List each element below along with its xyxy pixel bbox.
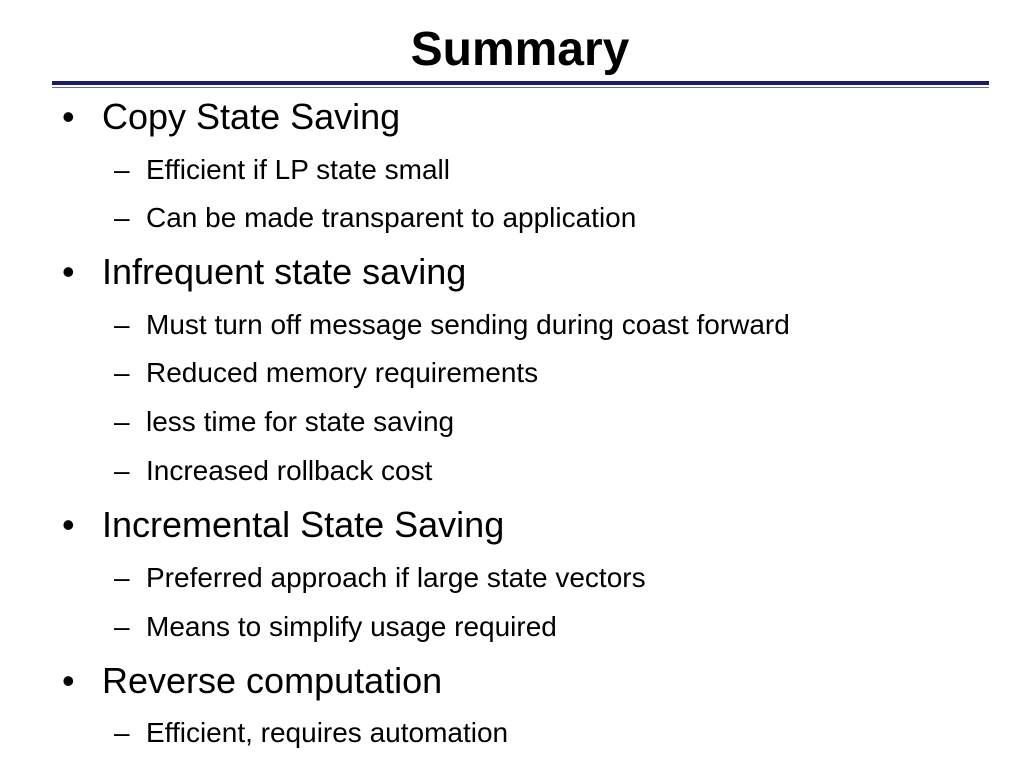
sub-bullet-item	[114, 716, 508, 750]
dash-icon: –	[114, 717, 130, 748]
sub-bullet-text: Means to simplify usage required	[146, 611, 557, 642]
sub-bullet-item	[114, 561, 646, 595]
dash-icon: –	[114, 562, 130, 593]
sub-bullet-item	[114, 610, 557, 644]
sub-bullet-item	[114, 405, 454, 439]
bullet-icon: •	[62, 96, 75, 137]
bullet-text: Infrequent state saving	[102, 251, 467, 292]
sub-bullet-item	[114, 356, 538, 390]
dash-icon: –	[114, 406, 130, 437]
bullet-item	[62, 505, 504, 545]
sub-bullet-text: Reduced memory requirements	[146, 357, 539, 388]
sub-bullet-item	[114, 201, 636, 235]
bullet-icon: •	[62, 251, 75, 292]
bullet-item	[62, 661, 442, 701]
title-divider-thin	[52, 87, 989, 88]
dash-icon: –	[114, 202, 130, 233]
sub-bullet-text: Efficient, requires automation	[146, 717, 509, 748]
dash-icon: –	[114, 154, 130, 185]
sub-bullet-item	[114, 454, 432, 488]
bullet-text: Incremental State Saving	[102, 504, 505, 545]
bullet-text: Reverse computation	[102, 660, 443, 701]
sub-bullet-text: Must turn off message sending during coast forward	[146, 309, 790, 340]
bullet-item	[62, 252, 466, 292]
dash-icon: –	[114, 309, 130, 340]
bullet-icon: •	[62, 504, 75, 545]
dash-icon: –	[114, 455, 130, 486]
sub-bullet-text: Preferred approach if large state vectors	[146, 562, 646, 593]
dash-icon: –	[114, 357, 130, 388]
sub-bullet-text: less time for state saving	[146, 406, 455, 437]
sub-bullet-item	[114, 153, 450, 187]
title-divider-thick	[52, 81, 989, 85]
bullet-item	[62, 97, 400, 137]
dash-icon: –	[114, 611, 130, 642]
sub-bullet-text: Efficient if LP state small	[146, 154, 450, 185]
bullet-icon: •	[62, 660, 75, 701]
sub-bullet-text: Increased rollback cost	[146, 455, 433, 486]
bullet-text: Copy State Saving	[102, 96, 401, 137]
slide-title: Summary	[410, 23, 630, 76]
sub-bullet-text: Can be made transparent to application	[146, 202, 637, 233]
sub-bullet-item	[114, 308, 790, 342]
